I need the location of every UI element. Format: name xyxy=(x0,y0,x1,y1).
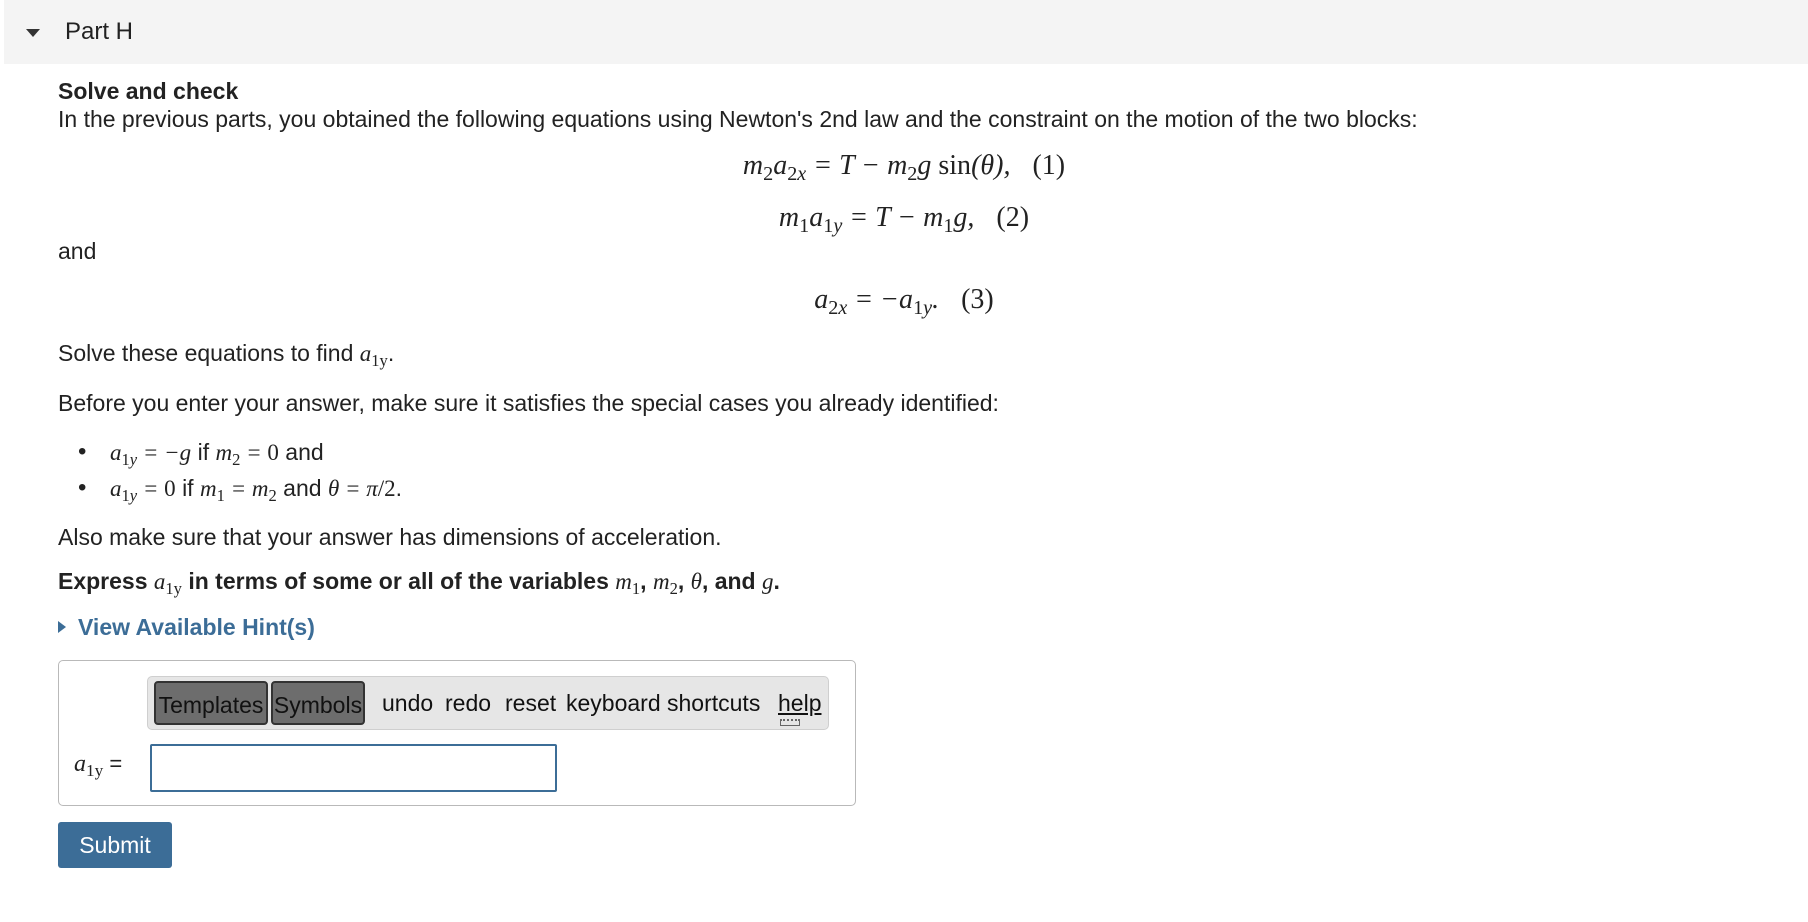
equation-2: $m_1a_{1y} = T - m_1g$, (2) xyxy=(778,202,1030,238)
intro-text: In the previous parts, you obtained the following equations using Newton's 2nd law and the constraint on the motion of the two blocks: xyxy=(58,106,1418,132)
part-header[interactable] xyxy=(4,0,1808,64)
before-enter-text: Before you enter your answer, make sure it satisfies the special cases you already identified: xyxy=(58,390,999,416)
reset-button[interactable]: reset xyxy=(505,690,557,716)
express-instruction: Express $a_{1y}$ in terms of some or all of the variables $m_1$, $m_2$, θ, and g. xyxy=(58,568,780,598)
caret-right-icon xyxy=(58,621,66,633)
keyboard-icon xyxy=(780,719,800,726)
equation-1: $m_2a_{2x} = T - m_2g$ sin(θ), (1) xyxy=(742,150,1066,186)
dimensions-note: Also make sure that your answer has dimensions of acceleration. xyxy=(58,524,722,550)
redo-button[interactable]: redo xyxy=(445,690,492,716)
answer-input[interactable] xyxy=(150,744,557,792)
equation-3: $a_{2x} = -a_{1y}$. (3) xyxy=(814,284,994,320)
submit-button[interactable]: Submit xyxy=(58,822,172,868)
caret-down-icon[interactable] xyxy=(26,29,40,37)
keyboard-shortcuts-button[interactable]: keyboard shortcuts xyxy=(566,690,761,716)
and-text: and xyxy=(58,238,97,264)
special-cases-list xyxy=(58,434,402,506)
part-title: Part H xyxy=(65,18,134,45)
math-toolbar xyxy=(147,676,829,730)
answer-box xyxy=(58,660,856,806)
view-hints-link[interactable]: View Available Hint(s) xyxy=(58,614,315,641)
help-button[interactable]: help xyxy=(778,690,822,716)
undo-button[interactable]: undo xyxy=(382,690,434,716)
answer-label: $a_{1y}$ = xyxy=(74,751,123,781)
solve-instruction: Solve these equations to find $a_{1y}$. xyxy=(58,340,395,370)
templates-button[interactable]: Templates xyxy=(154,681,268,725)
section-heading: Solve and check xyxy=(58,78,239,104)
symbols-button[interactable]: Symbols xyxy=(271,681,365,725)
list-item: • $a_{1y} = 0$ if $m_1 = m_2$ and θ = π/2. xyxy=(58,470,402,506)
list-item: • $a_{1y} = -g$ if $m_2 = 0$ and xyxy=(58,434,402,470)
